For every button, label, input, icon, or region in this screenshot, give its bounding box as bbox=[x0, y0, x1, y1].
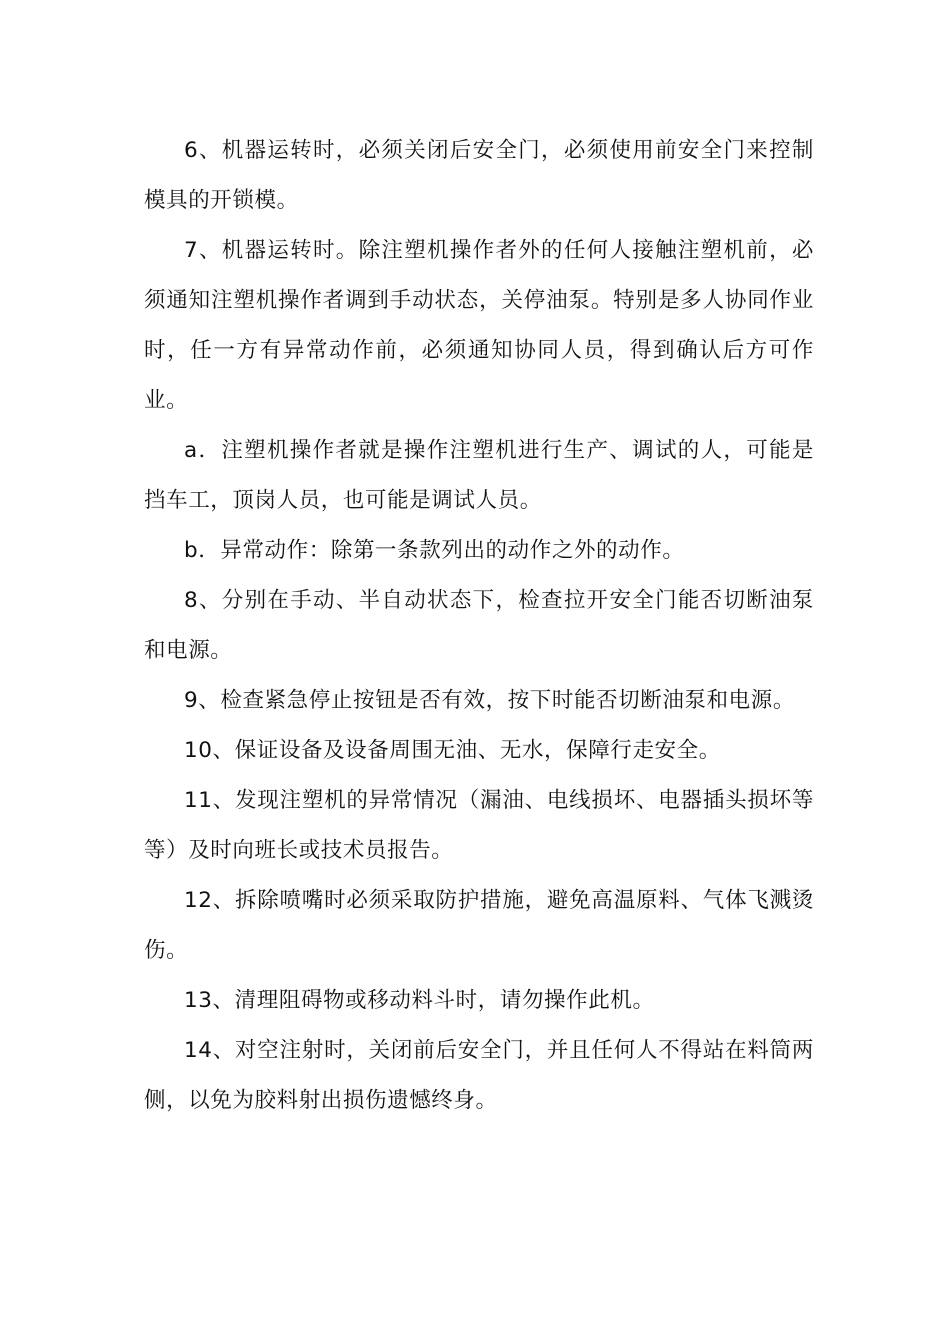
paragraph-note-b: b．异常动作：除第一条款列出的动作之外的动作。 bbox=[184, 538, 685, 563]
paragraph-rule-6: 6、机器运转时，必须关闭后安全门，必须使用前安全门来控制模具的开锁模。 bbox=[144, 138, 814, 213]
paragraph-rule-9: 9、检查紧急停止按钮是否有效，按下时能否切断油泵和电源。 bbox=[184, 688, 795, 713]
paragraph-note-a: a．注塑机操作者就是操作注塑机进行生产、调试的人，可能是挡车工，顶岗人员，也可能是调试人员。 bbox=[144, 438, 814, 513]
paragraph-rule-14: 14、对空注射时，关闭前后安全门，并且任何人不得站在料筒两侧，以免为胶料射出损伤遗憾终身。 bbox=[144, 1038, 814, 1113]
document-body bbox=[144, 126, 814, 1126]
paragraph-rule-7: 7、机器运转时。除注塑机操作者外的任何人接触注塑机前，必须通知注塑机操作者调到手动状态，关停油泵。特别是多人协同作业时，任一方有异常动作前，必须通知协同人员，得到确认后方可作业。 bbox=[144, 238, 814, 413]
paragraph-rule-10: 10、保证设备及设备周围无油、无水，保障行走安全。 bbox=[184, 738, 721, 763]
paragraph-rule-8: 8、分别在手动、半自动状态下，检查拉开安全门能否切断油泵和电源。 bbox=[144, 588, 814, 663]
paragraph-rule-13: 13、清理阻碍物或移动料斗时，请勿操作此机。 bbox=[184, 988, 655, 1013]
paragraph-rule-12: 12、拆除喷嘴时必须采取防护措施，避免高温原料、气体飞溅烫伤。 bbox=[144, 888, 814, 963]
paragraph-rule-11: 11、发现注塑机的异常情况（漏油、电线损坏、电器插头损坏等等）及时向班长或技术员报告。 bbox=[144, 788, 814, 863]
